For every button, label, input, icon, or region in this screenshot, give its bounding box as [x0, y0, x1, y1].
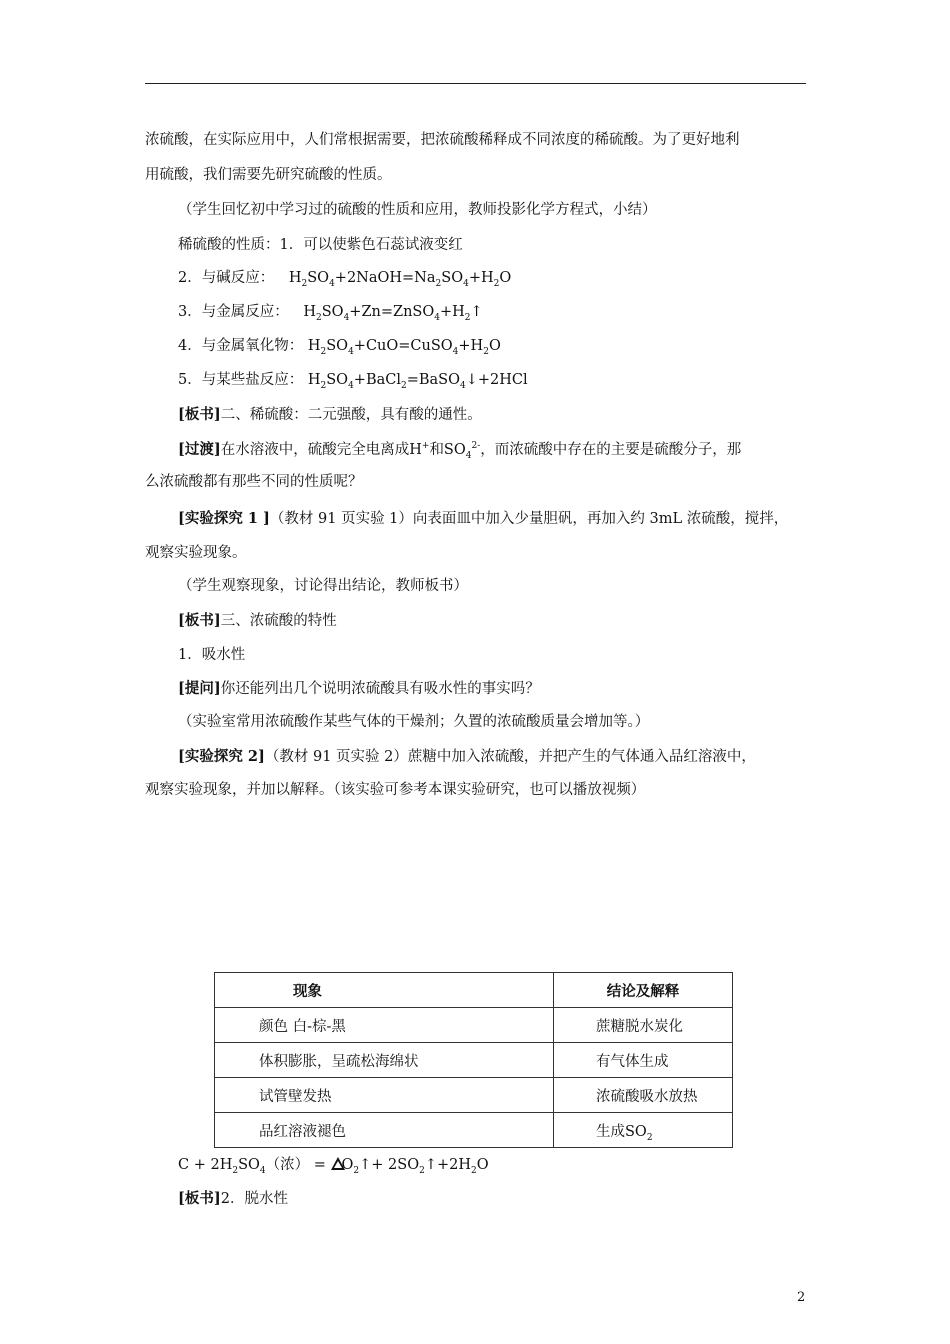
- transition-text: 在水溶液中，硫酸完全电离成H: [220, 442, 422, 458]
- table-row: [215, 1043, 733, 1078]
- board-tag: [板书]: [178, 406, 221, 423]
- paragraph-line: 么浓硫酸都有那些不同的性质呢？: [145, 474, 363, 490]
- question-text: 你还能列出几个说明浓硫酸具有吸水性的事实吗？: [220, 681, 540, 697]
- table-cell: 体积膨胀，呈疏松海绵状: [215, 1043, 554, 1078]
- page-number: 2: [797, 1290, 806, 1305]
- table-cell: 生成$SO_2$: [554, 1113, 733, 1148]
- table-row: [215, 1008, 733, 1043]
- paragraph-line: 稀硫酸的性质：1．可以使紫色石蕊试液变红: [178, 237, 463, 253]
- heat-delta-icon: [331, 1157, 345, 1170]
- experiment-tag: [实验探究 2]: [178, 748, 265, 765]
- transition-text: 和SO: [429, 442, 466, 458]
- board-text: 三、浓硫酸的特性: [220, 613, 337, 629]
- paragraph-line: 浓硫酸，在实际应用中，人们常根据需要，把浓硫酸稀释成不同浓度的稀硫酸。为了更好地利: [145, 132, 740, 148]
- paragraph-line: （学生观察现象，讨论得出结论，教师板书）: [178, 578, 468, 594]
- paragraph-line: （学生回忆初中学习过的硫酸的性质和应用，教师投影化学方程式，小结）: [178, 202, 657, 218]
- experiment-text: （教材 91 页实验 1）向表面皿中加入少量胆矾，再加入约 3mL 浓硫酸，搅拌，: [269, 511, 789, 527]
- board-tag: [板书]: [178, 1190, 221, 1207]
- board-text: 2．脱水性: [220, 1191, 288, 1207]
- table-header: 现象: [215, 973, 554, 1008]
- transition-text: ，而浓硫酸中存在的主要是硫酸分子，那: [480, 442, 742, 458]
- table-header: 结论及解释: [554, 973, 733, 1008]
- item-label: 3．与金属反应：: [178, 304, 289, 320]
- board-tag: [板书]: [178, 612, 221, 629]
- experiment-note: [178, 507, 788, 528]
- section-heading: 1．吸水性: [178, 647, 246, 663]
- table-cell: 试管壁发热: [215, 1078, 554, 1113]
- item-label: 5．与某些盐反应：: [178, 372, 304, 388]
- paragraph-line: 观察实验现象，并加以解释。（该实验可参考本课实验研究，也可以播放视频）: [145, 782, 646, 798]
- chemical-equation: $H_2SO_4+2NaOH=Na_2SO_4+H_2O$: [288, 270, 512, 289]
- paragraph-line: （实验室常用浓硫酸作某些气体的干燥剂；久置的浓硫酸质量会增加等。）: [178, 714, 650, 730]
- table-cell: 品红溶液褪色: [215, 1113, 554, 1148]
- table-row: [215, 1113, 733, 1148]
- table-row: [215, 1078, 733, 1113]
- question-tag: [提问]: [178, 680, 221, 697]
- transition-note: [过渡]在水溶液中，硫酸完全电离成H+和$SO_4^{2-}$，而浓硫酸中存在的主要是硫酸分子，那: [178, 441, 742, 461]
- table-cell: 有气体生成: [554, 1043, 733, 1078]
- board-note: [178, 403, 482, 424]
- chemical-equation: $H_2SO_4+Zn=ZnSO_4+H_2↑$: [303, 304, 483, 323]
- chemical-equation: $H_2SO_4+BaCl_2=BaSO_4↓+2HCl$: [307, 372, 528, 391]
- equation-line: [178, 266, 511, 287]
- board-note: [178, 1187, 288, 1208]
- equation-line: [178, 368, 528, 389]
- table-cell: 蔗糖脱水炭化: [554, 1008, 733, 1043]
- board-text: 二、稀硫酸：二元强酸，具有酸的通性。: [220, 407, 482, 423]
- table-cell-text: 生成SO: [596, 1123, 647, 1140]
- question-note: [178, 677, 540, 698]
- header-rule: [145, 83, 806, 84]
- experiment-note: [178, 745, 756, 766]
- board-note: [178, 609, 337, 630]
- item-label: 4．与金属氧化物：: [178, 338, 304, 354]
- table-cell: 颜色 白-棕-黑: [215, 1008, 554, 1043]
- transition-tag: [过渡]: [178, 441, 221, 458]
- item-label: 2．与碱反应：: [178, 270, 275, 286]
- equation-line: [178, 334, 501, 355]
- paragraph-line: 用硫酸，我们需要先研究硫酸的性质。: [145, 167, 392, 183]
- table-cell: 浓硫酸吸水放热: [554, 1078, 733, 1113]
- experiment-text: （教材 91 页实验 2）蔗糖中加入浓硫酸，并把产生的气体通入品红溶液中，: [264, 749, 756, 765]
- paragraph-line: 观察实验现象。: [145, 545, 247, 561]
- experiment-tag: [实验探究 1 ]: [178, 510, 270, 527]
- chemical-equation: $H_2SO_4+CuO=CuSO_4+H_2O$: [307, 338, 501, 357]
- equation-line: [178, 300, 483, 321]
- table-header-row: [215, 973, 733, 1008]
- observation-table: [214, 972, 733, 1148]
- reaction-equation: $C + 2H_2SO_4$（浓） = $O_2↑+$ $2SO_2↑+2H_2O$: [178, 1157, 489, 1176]
